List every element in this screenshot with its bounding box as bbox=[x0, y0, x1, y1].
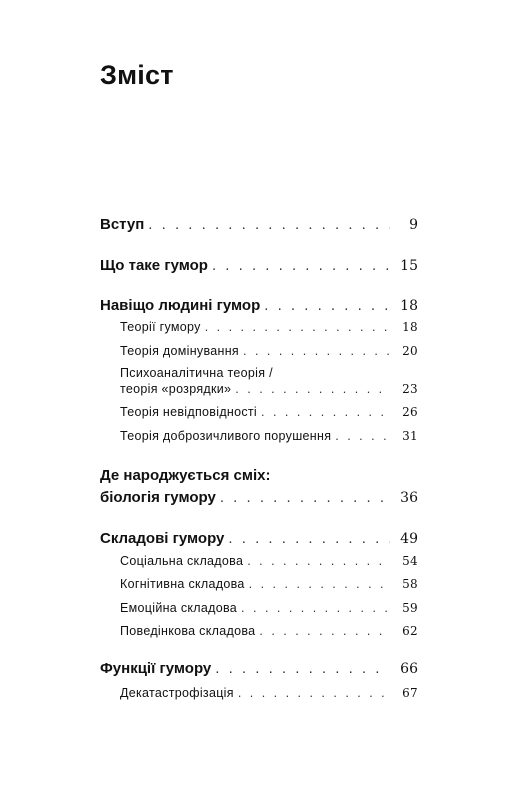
toc-entry-title: Вступ bbox=[100, 216, 145, 233]
toc-page-number: 15 bbox=[400, 258, 418, 274]
toc-entry-title: Теорія доброзичливого порушення bbox=[120, 429, 332, 443]
toc-subentry-benign-violation-theory[interactable] bbox=[120, 429, 418, 443]
leader-dots bbox=[243, 344, 390, 358]
toc-subentry-cognitive-component[interactable] bbox=[120, 577, 418, 591]
toc-subentry-social-component[interactable] bbox=[120, 554, 418, 568]
toc-entry-laughter-biology[interactable] bbox=[100, 489, 418, 506]
toc-entry-title-line1: Де народжується сміх: bbox=[100, 467, 271, 484]
toc-entry-title: Поведінкова складова bbox=[120, 624, 256, 638]
toc-entry-title: Когнітивна складова bbox=[120, 577, 245, 591]
leader-dots bbox=[335, 429, 390, 443]
leader-dots bbox=[261, 405, 390, 419]
leader-dots bbox=[212, 257, 390, 274]
toc-entry-what-is-humor[interactable] bbox=[100, 257, 418, 274]
toc-page-number: 31 bbox=[402, 429, 418, 443]
leader-dots bbox=[220, 489, 390, 506]
toc-page-number: 36 bbox=[400, 490, 418, 506]
toc-entry-title: Емоційна складова bbox=[120, 601, 238, 615]
toc-entry-title: Функції гумору bbox=[100, 660, 212, 677]
toc-page-number: 26 bbox=[402, 405, 418, 419]
toc-subentry-humor-theories[interactable] bbox=[120, 320, 418, 334]
toc-page-number: 18 bbox=[400, 298, 418, 314]
toc-page-number: 66 bbox=[400, 661, 418, 677]
toc-page-number: 18 bbox=[402, 320, 418, 334]
toc-page-number: 54 bbox=[402, 554, 418, 568]
leader-dots bbox=[249, 577, 390, 591]
toc-entry-title: Що таке гумор bbox=[100, 257, 208, 274]
toc-entry-title: Соціальна складова bbox=[120, 554, 244, 568]
toc-entry-humor-functions[interactable] bbox=[100, 660, 418, 677]
toc-subentry-title-line1: Психоаналітична теорія / bbox=[120, 366, 273, 380]
leader-dots bbox=[247, 554, 390, 568]
leader-dots bbox=[259, 624, 390, 638]
toc-entry-title: біологія гумору bbox=[100, 489, 216, 506]
toc-page-number: 62 bbox=[402, 624, 418, 638]
toc-page-number: 58 bbox=[402, 577, 418, 591]
toc-subentry-emotional-component[interactable] bbox=[120, 601, 418, 615]
toc-page-number: 49 bbox=[400, 531, 418, 547]
toc-entry-title: Теорія невідповідності bbox=[120, 405, 258, 419]
toc-page-number: 9 bbox=[409, 217, 418, 233]
toc-page-number: 23 bbox=[402, 382, 418, 396]
leader-dots bbox=[264, 297, 390, 314]
toc-page-number: 59 bbox=[402, 601, 418, 615]
toc-page-number: 67 bbox=[402, 686, 418, 700]
page-title: Зміст bbox=[100, 60, 174, 90]
leader-dots bbox=[235, 382, 390, 396]
toc-entry-title: Теорії гумору bbox=[120, 320, 201, 334]
toc-entry-title: Декатастрофізація bbox=[120, 686, 234, 700]
toc-subentry-incongruity-theory[interactable] bbox=[120, 405, 418, 419]
toc-subentry-dominance-theory[interactable] bbox=[120, 344, 418, 358]
toc-entry-title: Складові гумору bbox=[100, 530, 225, 547]
leader-dots bbox=[228, 530, 390, 547]
leader-dots bbox=[215, 660, 390, 677]
toc-entry-title: теорія «розрядки» bbox=[120, 382, 232, 396]
leader-dots bbox=[238, 686, 390, 700]
toc-entry-title: Теорія домінування bbox=[120, 344, 240, 358]
toc-subentry-psychoanalytic-theory[interactable] bbox=[120, 382, 418, 396]
toc-page-number: 20 bbox=[402, 344, 418, 358]
toc-entry-humor-components[interactable] bbox=[100, 530, 418, 547]
toc-entry-title: Навіщо людині гумор bbox=[100, 297, 261, 314]
toc-subentry-decatastrophization[interactable] bbox=[120, 686, 418, 700]
leader-dots bbox=[205, 320, 390, 334]
toc-subentry-behavioral-component[interactable] bbox=[120, 624, 418, 638]
toc-entry-intro[interactable] bbox=[100, 216, 418, 233]
leader-dots bbox=[148, 216, 390, 233]
toc-entry-why-humor[interactable] bbox=[100, 297, 418, 314]
leader-dots bbox=[241, 601, 390, 615]
